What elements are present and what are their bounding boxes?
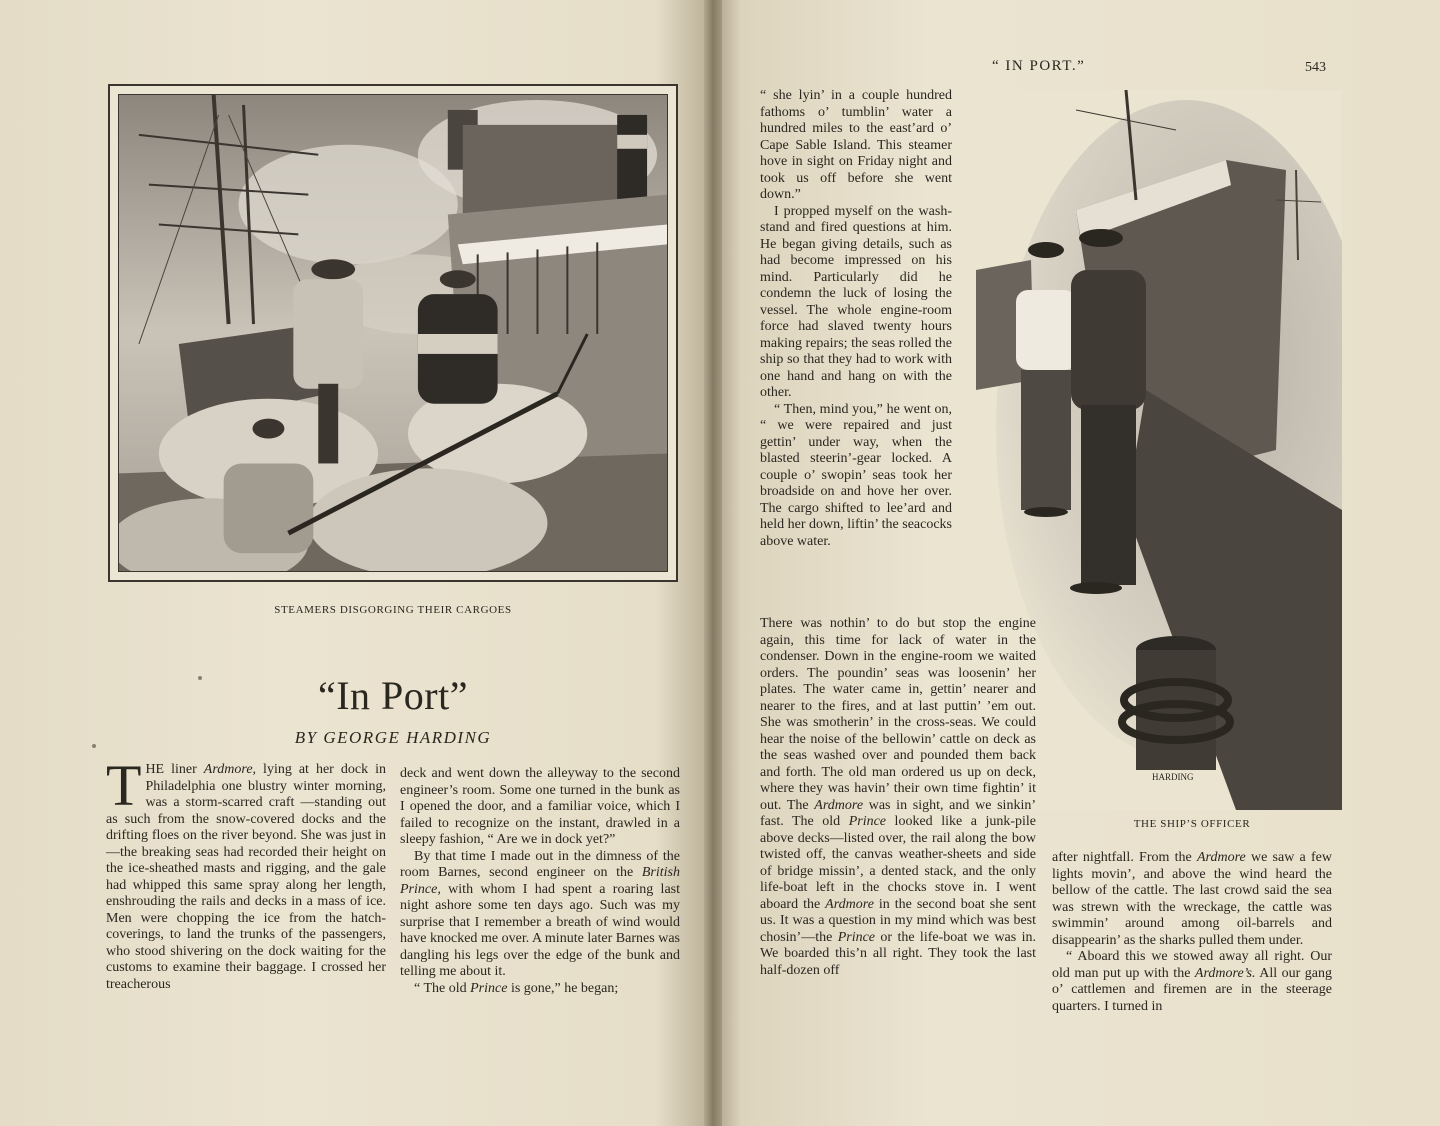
text-run: looked like a junk-pile above decks—listed over, the rail along the bow twisted off, the canvas weather-sheets and side of bridge missin’, a dented stack, and the only life-boat left in the chocks stove in. I went aboard the (760, 814, 1036, 912)
ship-name: Ardmore, (203, 762, 257, 777)
paragraph: “ she lyin’ in a couple hundred fathoms o’ tumblin’ water a hundred miles to the east’ard o’ Cape Sable Island. This steamer hove in sight on Friday night and took us off before she went down.” (760, 88, 952, 202)
illustration-frame-steamers (108, 84, 678, 582)
paragraph: deck and went down the alleyway to the second engineer’s room. Some one turned in the bunk as I opened the door, and a familiar voice, which I failed to recognize on the instant, drawled in a sleepy fashion, “ Are we in dock yet?” (400, 766, 680, 847)
text-run: “ The old (414, 980, 471, 996)
ship-name: Prince (848, 814, 887, 829)
ship-name: Ardmore (814, 797, 864, 813)
book-gutter (704, 0, 722, 1126)
paragraph (400, 849, 680, 981)
ship-name: Prince (470, 980, 508, 996)
paragraph (1052, 850, 1332, 949)
text-run: we saw a few lights movin’, and above the wind heard the bellow of the cattle. The last crowd said the sea was strewn with the wreckage, the cattle was swimmin’ around among oil-barrels and disappearin’ as the sharks pulled them under. (1052, 850, 1332, 948)
text-run: “ Aboard this we stowed away all right. Our old man put up with the (1052, 949, 1332, 981)
text-run: HE liner (145, 762, 204, 777)
text-column-left-1 (106, 753, 386, 993)
ship-name: Prince (837, 929, 876, 945)
paragraph (760, 616, 1036, 979)
text-column-right-2 (1052, 850, 1332, 1015)
text-run: in the second boat she sent us. It was a question in my mind which was best chosin’—the (760, 896, 1036, 945)
text-run: There was nothin’ to do but stop the engine again, this time for lack of water in the condenser. Down in the engine-room we waited orders. The poundin’ seas was loosenin’ her plates. The water came in, gettin’ nearer and nearer to the fires, and at last puttin’ ’em out. She was smotherin’ in the cross-seas. We could hear the noise of the bellowin’ cattle on deck as the seas washed over and pounded them back and forth. The old man ordered us up on deck, where they was havin’ their own time fightin’ it out. The (760, 616, 1036, 813)
text-run: was in sight, and we sinkin’ fast. The old (760, 797, 1036, 829)
ship-name: Ardmore (1197, 850, 1246, 865)
print-speck (92, 744, 96, 748)
text-column-right-1-continued (760, 616, 1036, 979)
paragraph (1052, 949, 1332, 1015)
illustration-signature: HARDING (1152, 772, 1194, 782)
paragraph: I propped myself on the wash-stand and fired questions at him. He began giving details, such as had become impressed on his mind. Particularly did he condemn the luck of losing the vessel. The whole engine-room force had slaved twenty hours making repairs; the seas rolled the ship so that they had to work with one hand and hang on with the other. (760, 203, 952, 400)
paragraph (106, 753, 386, 993)
ship-name: Ardmore (825, 896, 874, 912)
text-run: All our gang o’ cattlemen and firemen are in the steerage quarters. I turned in (1052, 965, 1332, 1014)
page-number: 543 (1305, 60, 1326, 75)
article-title: “In Port” (317, 673, 468, 718)
text-run: By that time I made out in the dimness of the room Barnes, second engineer on the (400, 848, 680, 880)
text-column-right-1 (760, 88, 952, 550)
text-run: with whom I had spent a roaring last night ashore some ten days ago. Such was my surprise that I remember a breath of wind would have knocked me over. A minute later Barnes was dangling his legs over the edge of the bunk and telling me about it. (400, 881, 680, 979)
running-head: “ IN PORT.” (992, 58, 1086, 74)
article-byline: BY GEORGE HARDING (294, 728, 492, 747)
ship-name: British Prince, (400, 865, 680, 897)
illustration-caption-right: THE SHIP’S OFFICER (1133, 818, 1251, 830)
text-run: or the life-boat we was in. We boarded this’n all right. They took the last half-dozen off (760, 929, 1036, 978)
ship-name: Ardmore’s. (1194, 965, 1256, 981)
text-column-left-2 (400, 766, 680, 997)
illustration-caption-left: STEAMERS DISGORGING THEIR CARGOES (274, 604, 512, 616)
paragraph (400, 981, 680, 998)
steamers-illustration-image (119, 95, 667, 571)
illustration-steamers (118, 94, 668, 572)
drop-cap: T (106, 753, 142, 818)
paragraph: “ Then, mind you,” he went on, “ we were repaired and just gettin’ under way, when the blasted steerin’-gear locked. A couple o’ swopin’ seas took her broadside on and hove her over. The cargo shifted to lee’ard and held her down, liftin’ the seacocks above water. (760, 401, 952, 549)
text-run: after nightfall. From the (1052, 850, 1197, 865)
text-run: lying at her dock in Philadelphia one blustry winter morning, was a storm-scarred craft —standing out as such from the snow-covered docks and the drifting floes on the river beyond. She was just in—the breaking seas had recorded their height on the ice-sheathed masts and rigging, and the gale had whipped this same spray along her length, enshrouding the rails and decks in a mass of ice. Men were chopping the ice from the hatch-coverings, to land the trunks of the passengers, who stood shivering on the dock waiting for the customs to examine their baggage. I crossed her treacherous (106, 762, 386, 992)
text-run: is gone,” he began; (507, 980, 619, 996)
